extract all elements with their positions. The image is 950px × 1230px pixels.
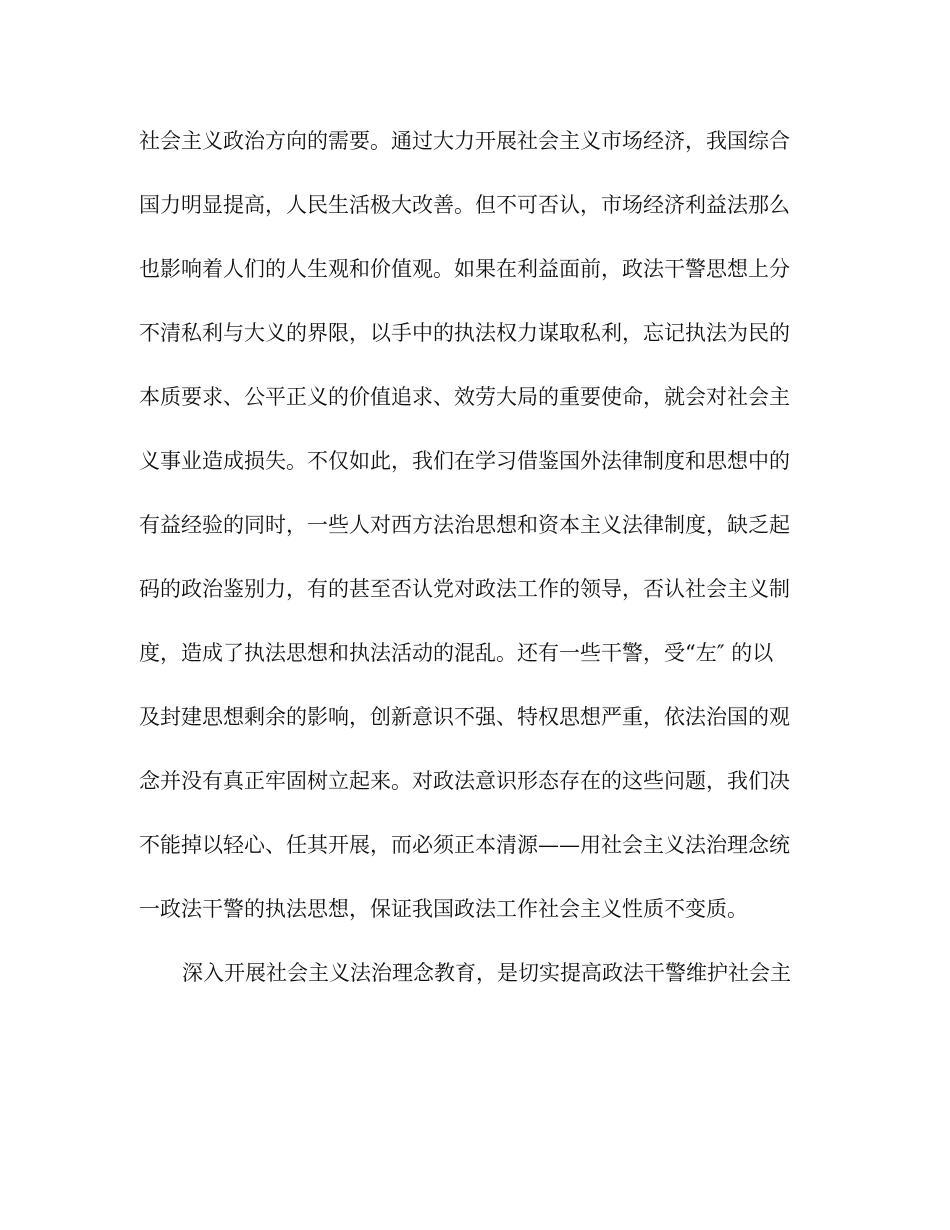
- text-line-12: 不能掉以轻心、任其开展，而必须正本清源——用社会主义法治理念统: [139, 833, 790, 857]
- text-line-4: 不清私利与大义的界限，以手中的执法权力谋取私利，忘记执法为民的: [139, 321, 790, 345]
- text-line-13: 一政法干警的执法思想，保证我国政法工作社会主义性质不变质。: [139, 897, 748, 921]
- text-line-11: 念并没有真正牢固树立起来。对政法意识形态存在的这些问题，我们决: [139, 769, 790, 793]
- text-line-2: 国力明显提高，人民生活极大改善。但不可否认，市场经济利益法那么: [139, 193, 790, 217]
- text-line-7: 有益经验的同时，一些人对西方法治思想和资本主义法律制度，缺乏起: [139, 513, 790, 537]
- text-line-1: 社会主义政治方向的需要。通过大力开展社会主义市场经济，我国综合: [139, 129, 790, 153]
- text-line-8: 码的政治鉴别力，有的甚至否认党对政法工作的领导，否认社会主义制: [139, 577, 790, 601]
- text-line-14-paragraph-start: 深入开展社会主义法治理念教育，是切实提高政法干警维护社会主: [182, 961, 791, 985]
- text-line-9: 度，造成了执法思想和执法活动的混乱。还有一些干警，受“左″ 的以: [139, 641, 774, 665]
- text-line-10: 及封建思想剩余的影响，创新意识不强、特权思想严重，依法治国的观: [139, 705, 790, 729]
- text-line-6: 义事业造成损失。不仅如此，我们在学习借鉴国外法律制度和思想中的: [139, 449, 790, 473]
- text-line-3: 也影响着人们的人生观和价值观。如果在利益面前，政法干警思想上分: [139, 257, 790, 281]
- text-line-5: 本质要求、公平正义的价值追求、效劳大局的重要使命，就会对社会主: [139, 385, 790, 409]
